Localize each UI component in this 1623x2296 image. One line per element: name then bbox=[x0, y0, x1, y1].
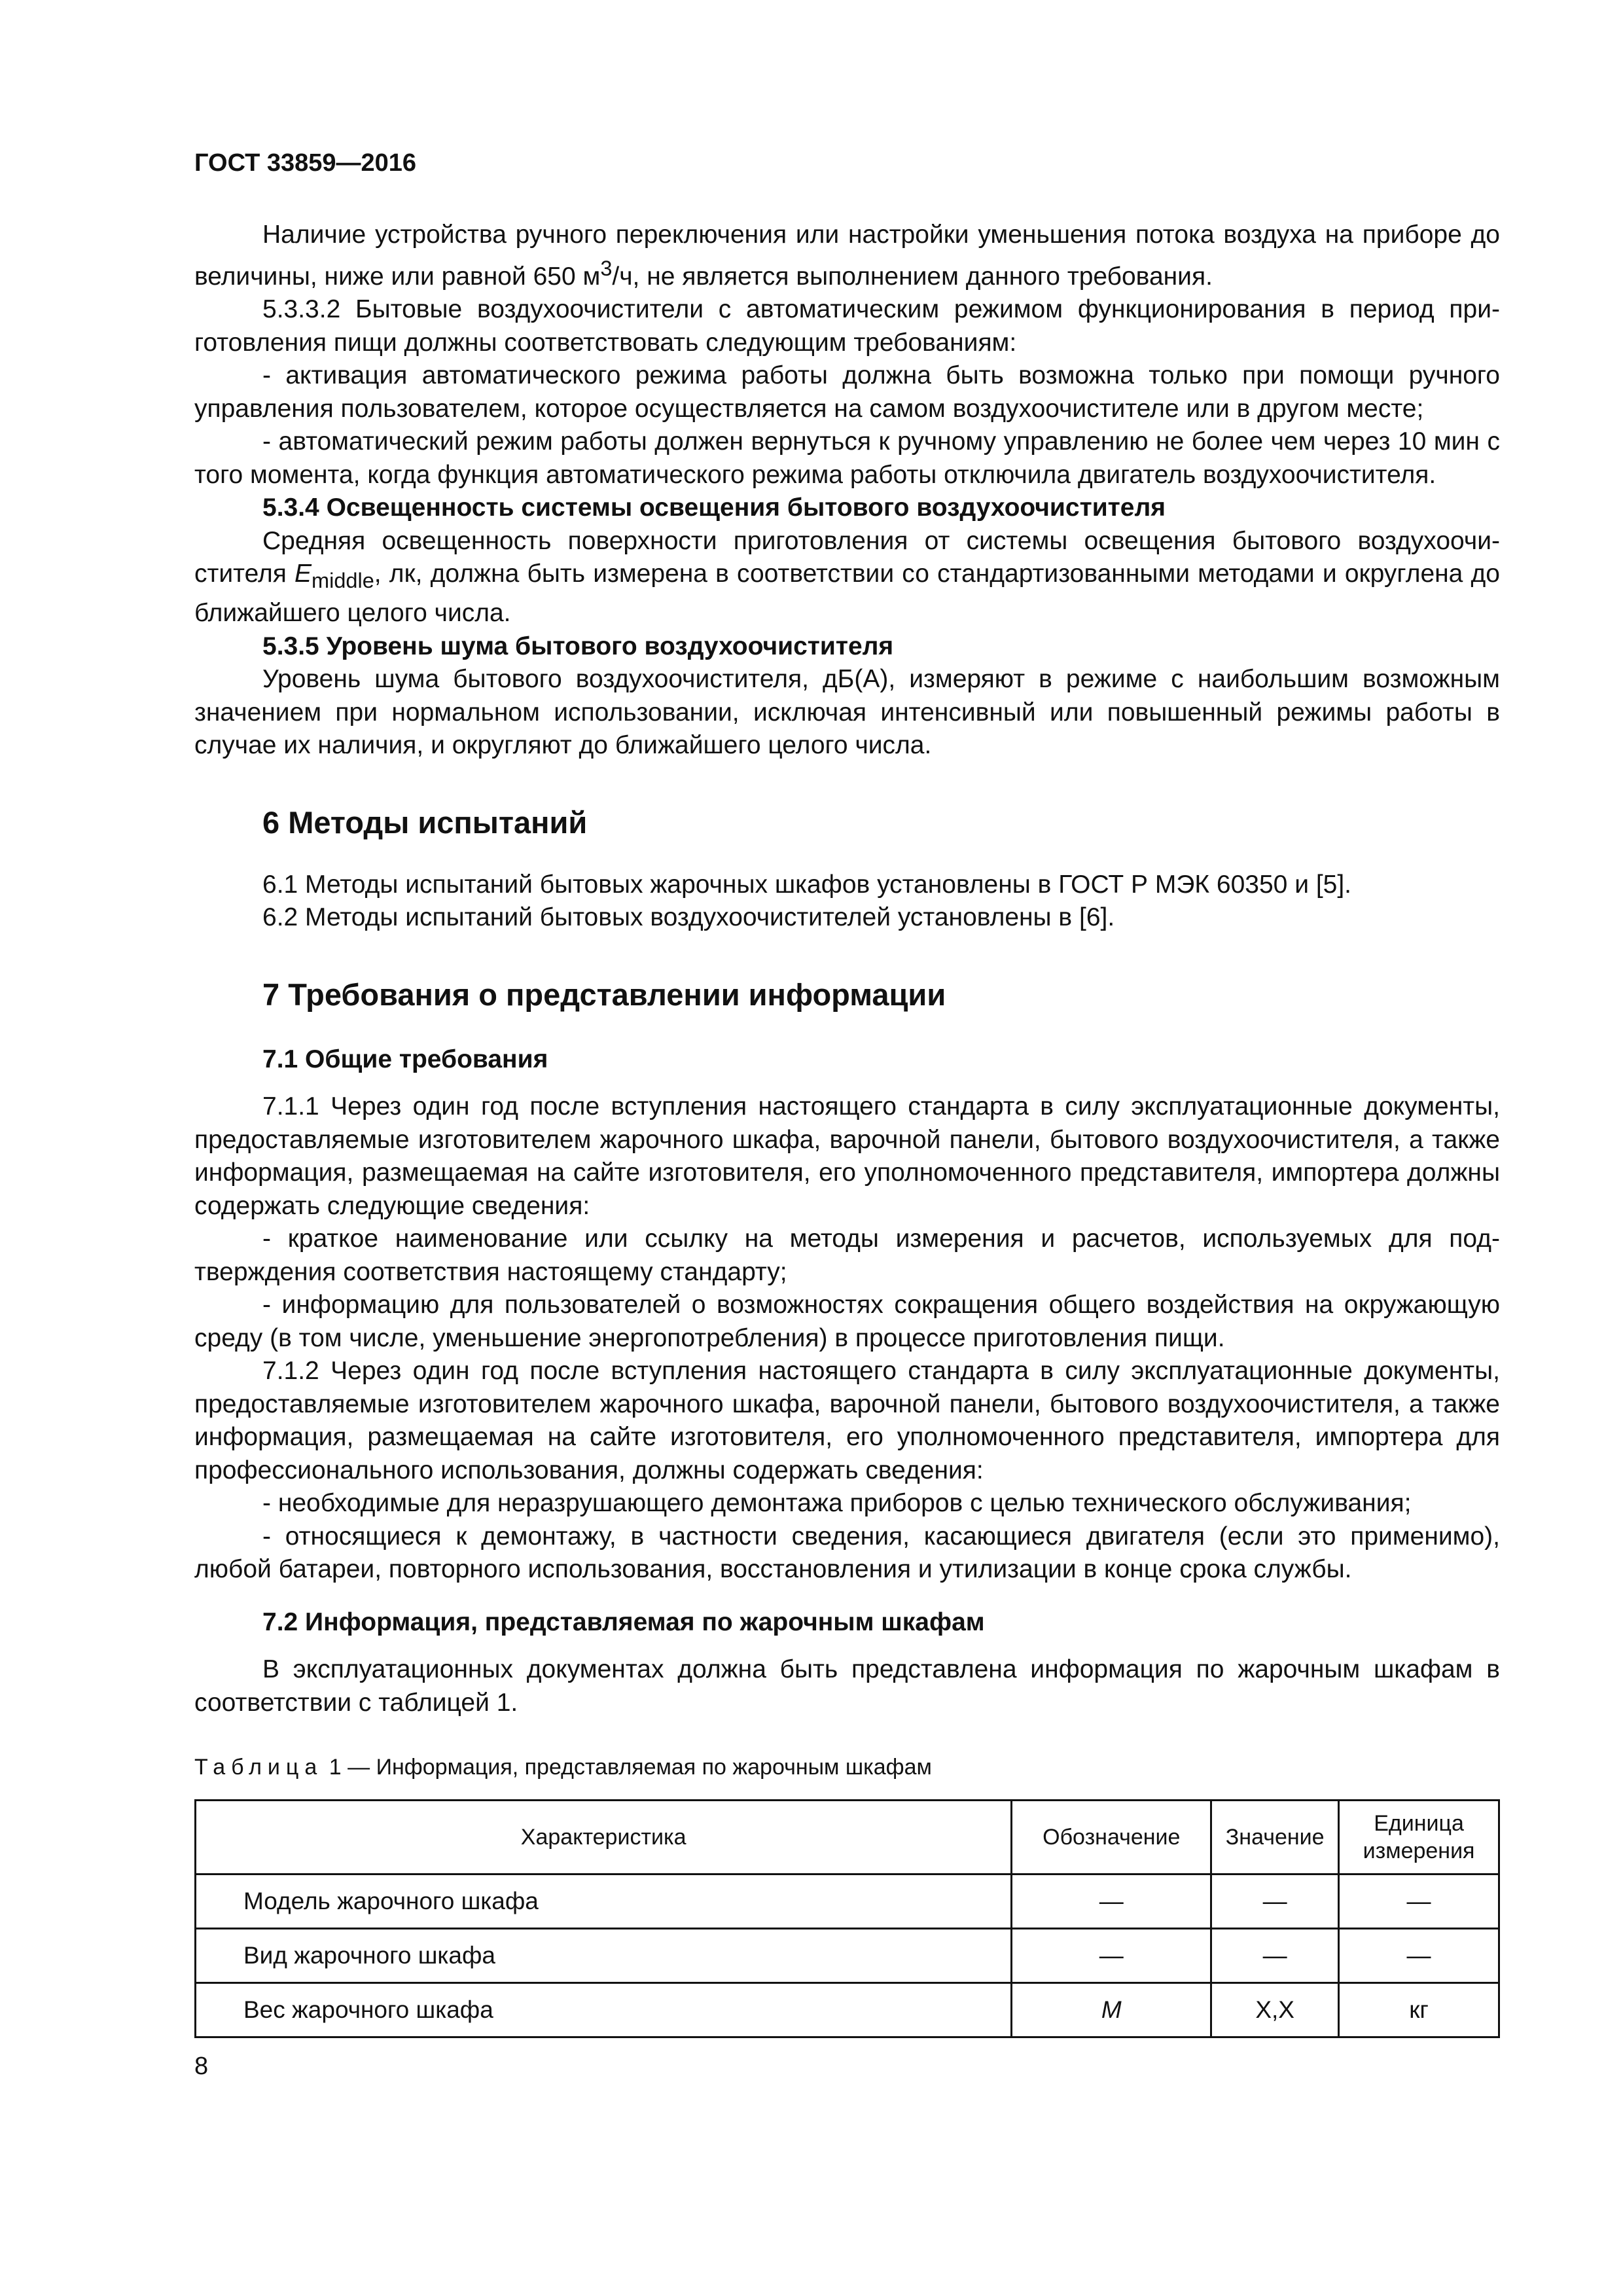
column-header-characteristic: Характеристика bbox=[196, 1801, 1012, 1874]
table-cell: Модель жарочного шкафа bbox=[196, 1874, 1012, 1929]
table-cell: — bbox=[1012, 1929, 1211, 1983]
paragraph-7-2: В эксплуатационных документах должна быть представлена информация по жарочным шкафам в соответствии с таблицей 1. bbox=[194, 1655, 1500, 1717]
paragraph-5-3-3-2: 5.3.3.2 Бытовые воздухоочистители с автоматическим режимом функционирования в период приготовления пищи должны соответствовать следующим требованиям: bbox=[194, 295, 1500, 357]
table-caption: Таблица 1 — Информация, представляемая по жарочным шкафам bbox=[194, 1755, 932, 1780]
document-header: ГОСТ 33859—2016 bbox=[194, 149, 417, 177]
list-item: - автоматический режим работы должен вернуться к ручному управлению не более чем через 10 мин с того момента, когда функция автоматического режима работы отключила двигатель воздухоочистителя. bbox=[194, 427, 1500, 489]
table-cell: — bbox=[1339, 1874, 1499, 1929]
paragraph-7-1-2: 7.1.2 Через один год после вступления настоящего стандарта в силу эксплуатационные документы, предоставляемые изготовителем жарочного шкафа, варочной панели, бытового воздухоочистителя, а также информация, размещаемая на сайте изготовителя, его уполномоченного представителя, импортера для профессионального использования, должны содержать сведения: bbox=[194, 1357, 1500, 1484]
table-cell: — bbox=[1012, 1874, 1211, 1929]
table-cell: кг bbox=[1339, 1983, 1499, 2037]
oven-info-table bbox=[194, 1799, 1500, 2038]
list-item: - относящиеся к демонтажу, в частности сведения, касающиеся двигателя (если это применимо), любой батареи, повторного использования, восстановления и утилизации в конце срока службы. bbox=[194, 1522, 1500, 1584]
heading-5-3-5: 5.3.5 Уровень шума бытового воздухоочистителя bbox=[262, 632, 894, 660]
paragraph-7-1-1: 7.1.1 Через один год после вступления настоящего стандарта в силу эксплуатационные документы, предоставляемые изготовителем жарочного шкафа, варочной панели, бытового воздухоочистителя, а также информация, размещаемая на сайте изготовителя, его уполномоченного представителя, импортера должны содержать следующие сведения: bbox=[194, 1092, 1500, 1220]
paragraph-air-flow: Наличие устройства ручного переключения или настройки уменьшения потока воздуха на приборе до величины, ниже или равной 650 $м^3/ч$, не является выполнением данного требования. bbox=[194, 221, 1500, 291]
column-header-value: Значение bbox=[1211, 1801, 1339, 1874]
section-7-title: 7 Требования о представлении информации bbox=[262, 977, 946, 1012]
subsection-7-2-title: 7.2 Информация, представляемая по жарочным шкафам bbox=[262, 1607, 985, 1636]
paragraph-noise-level: Уровень шума бытового воздухоочистителя, дБ(А), измеряют в режиме с наибольшим возможным значением при нормальном использовании, исключая интенсивный или повышенный режимы работы в случае их наличия, и округляют до ближайшего целого числа. bbox=[194, 665, 1500, 760]
list-item: - необходимые для неразрушающего демонтажа приборов с целью технического обслуживания; bbox=[262, 1489, 1412, 1518]
list-item: - краткое наименование или ссылку на методы измерения и расчетов, используемых для подтверждения соответствия настоящему стандарту; bbox=[194, 1225, 1500, 1286]
subsection-7-1-title: 7.1 Общие требования bbox=[262, 1045, 548, 1073]
list-item: - информацию для пользователей о возможностях сокращения общего воздействия на окружающую среду (в том числе, уменьшение энергопотребления) в процессе приготовления пищи. bbox=[194, 1291, 1500, 1352]
table-cell: — bbox=[1211, 1874, 1339, 1929]
table-row bbox=[196, 1874, 1499, 1929]
paragraph-6-1: 6.1 Методы испытаний бытовых жарочных шкафов установлены в ГОСТ Р МЭК 60350 и [5]. bbox=[262, 870, 1352, 899]
section-6-title: 6 Методы испытаний bbox=[262, 804, 588, 840]
table-cell: M bbox=[1012, 1983, 1211, 2037]
table-cell: X,X bbox=[1211, 1983, 1339, 2037]
column-header-unit: Единица измерения bbox=[1339, 1801, 1499, 1874]
body-text bbox=[194, 219, 1500, 1719]
table-cell: Вес жарочного шкафа bbox=[196, 1983, 1012, 2037]
table-row bbox=[196, 1983, 1499, 2037]
table-row bbox=[196, 1929, 1499, 1983]
table-cell: — bbox=[1339, 1929, 1499, 1983]
list-item: - активация автоматического режима работы должна быть возможна только при помощи ручного управления пользователем, которое осуществляется на самом воздухоочистителе или в другом месте; bbox=[194, 361, 1500, 423]
table-header-row bbox=[196, 1801, 1499, 1874]
paragraph-illuminance: Средняя освещенность поверхности приготовления от системы освещения бытового воздухоочистителя $E_{middle}$, лк, должна быть измерена в соответствии со стандартизованными методами и округлена до ближайшего целого числа. bbox=[194, 526, 1500, 628]
paragraph-6-2: 6.2 Методы испытаний бытовых воздухоочистителей установлены в [6]. bbox=[262, 903, 1115, 932]
table-cell: — bbox=[1211, 1929, 1339, 1983]
heading-5-3-4: 5.3.4 Освещенность системы освещения бытового воздухоочистителя bbox=[262, 493, 1166, 522]
column-header-designation: Обозначение bbox=[1012, 1801, 1211, 1874]
table-cell: Вид жарочного шкафа bbox=[196, 1929, 1012, 1983]
page-number: 8 bbox=[194, 2053, 209, 2080]
